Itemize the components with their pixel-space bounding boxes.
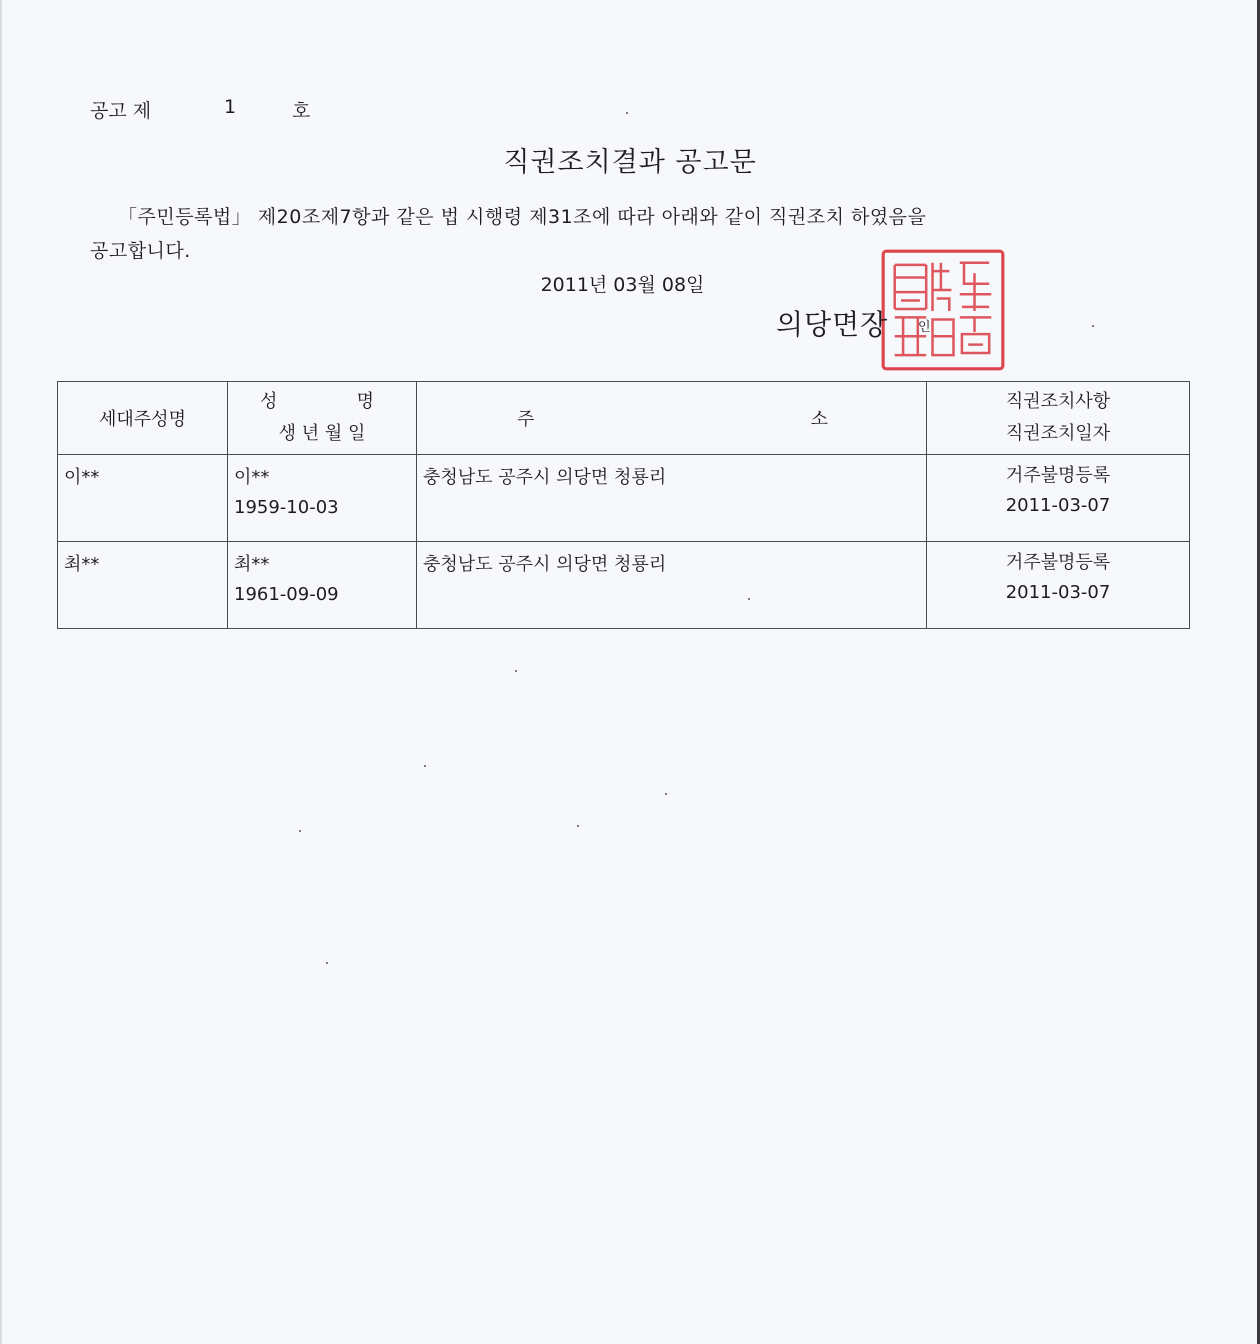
cell-action-date: 2011-03-07: [1005, 582, 1111, 603]
header-name-birth: [228, 382, 417, 455]
cell-householder: 최**: [58, 542, 228, 629]
header-birth: 생 년 월 일: [278, 423, 366, 444]
scan-speck: [665, 793, 667, 795]
scan-speck: [577, 825, 579, 827]
document-title: 직권조치결과 공고문: [503, 147, 757, 178]
header-address-b: 소: [810, 409, 828, 430]
scan-speck: [515, 670, 517, 672]
scan-speck: [326, 962, 328, 964]
scan-speck: [424, 765, 426, 767]
header-action: [927, 382, 1190, 455]
cell-action-type: 거주불명등록: [1005, 552, 1111, 573]
notice-date: 2011년 03월 08일: [540, 274, 705, 296]
cell-action-date: 2011-03-07: [1005, 495, 1111, 516]
header-address-a: 주: [517, 409, 535, 430]
header-householder: 세대주성명: [58, 382, 228, 455]
cell-name-birth: [228, 455, 417, 542]
header-action-bottom: 직권조치일자: [1005, 423, 1111, 444]
cell-action: [927, 542, 1190, 629]
official-seal-icon: [880, 248, 1006, 372]
notice-number-prefix: 공고 제: [90, 100, 152, 122]
scan-speck: [1092, 325, 1094, 327]
scan-edge-left: [0, 0, 2, 1344]
cell-address: 충청남도 공주시 의당면 청룡리: [417, 542, 927, 629]
issuer-name: 의당면장: [776, 308, 889, 341]
cell-name: 최**: [234, 554, 270, 575]
cell-action-type: 거주불명등록: [1005, 465, 1111, 486]
header-name-b: 명: [356, 391, 374, 412]
seal-mark: 인: [918, 320, 931, 335]
cell-householder: 이**: [58, 455, 228, 542]
cell-action: [927, 455, 1190, 542]
scan-speck: [299, 830, 301, 832]
cell-name-birth: [228, 542, 417, 629]
table-header-row: [58, 382, 1190, 455]
header-action-top: 직권조치사항: [1005, 391, 1111, 412]
scan-speck: [626, 112, 628, 114]
notice-number-suffix: 호: [292, 100, 311, 122]
cell-birth: 1959-10-03: [234, 497, 339, 518]
notice-body-line-2: 공고합니다.: [90, 240, 191, 262]
cell-name: 이**: [234, 467, 270, 488]
table-row: [58, 455, 1190, 542]
scan-speck: [748, 598, 750, 600]
cell-birth: 1961-09-09: [234, 584, 339, 605]
registration-table: [57, 381, 1190, 629]
cell-address: 충청남도 공주시 의당면 청룡리: [417, 455, 927, 542]
notice-body-line-1: 「주민등록법」 제20조제7항과 같은 법 시행령 제31조에 따라 아래와 같이 직권조치 하였음을: [118, 206, 927, 228]
header-address: [417, 382, 927, 455]
table-row: [58, 542, 1190, 629]
header-name-a: 성: [260, 391, 278, 412]
notice-number-value: 1: [224, 96, 237, 118]
